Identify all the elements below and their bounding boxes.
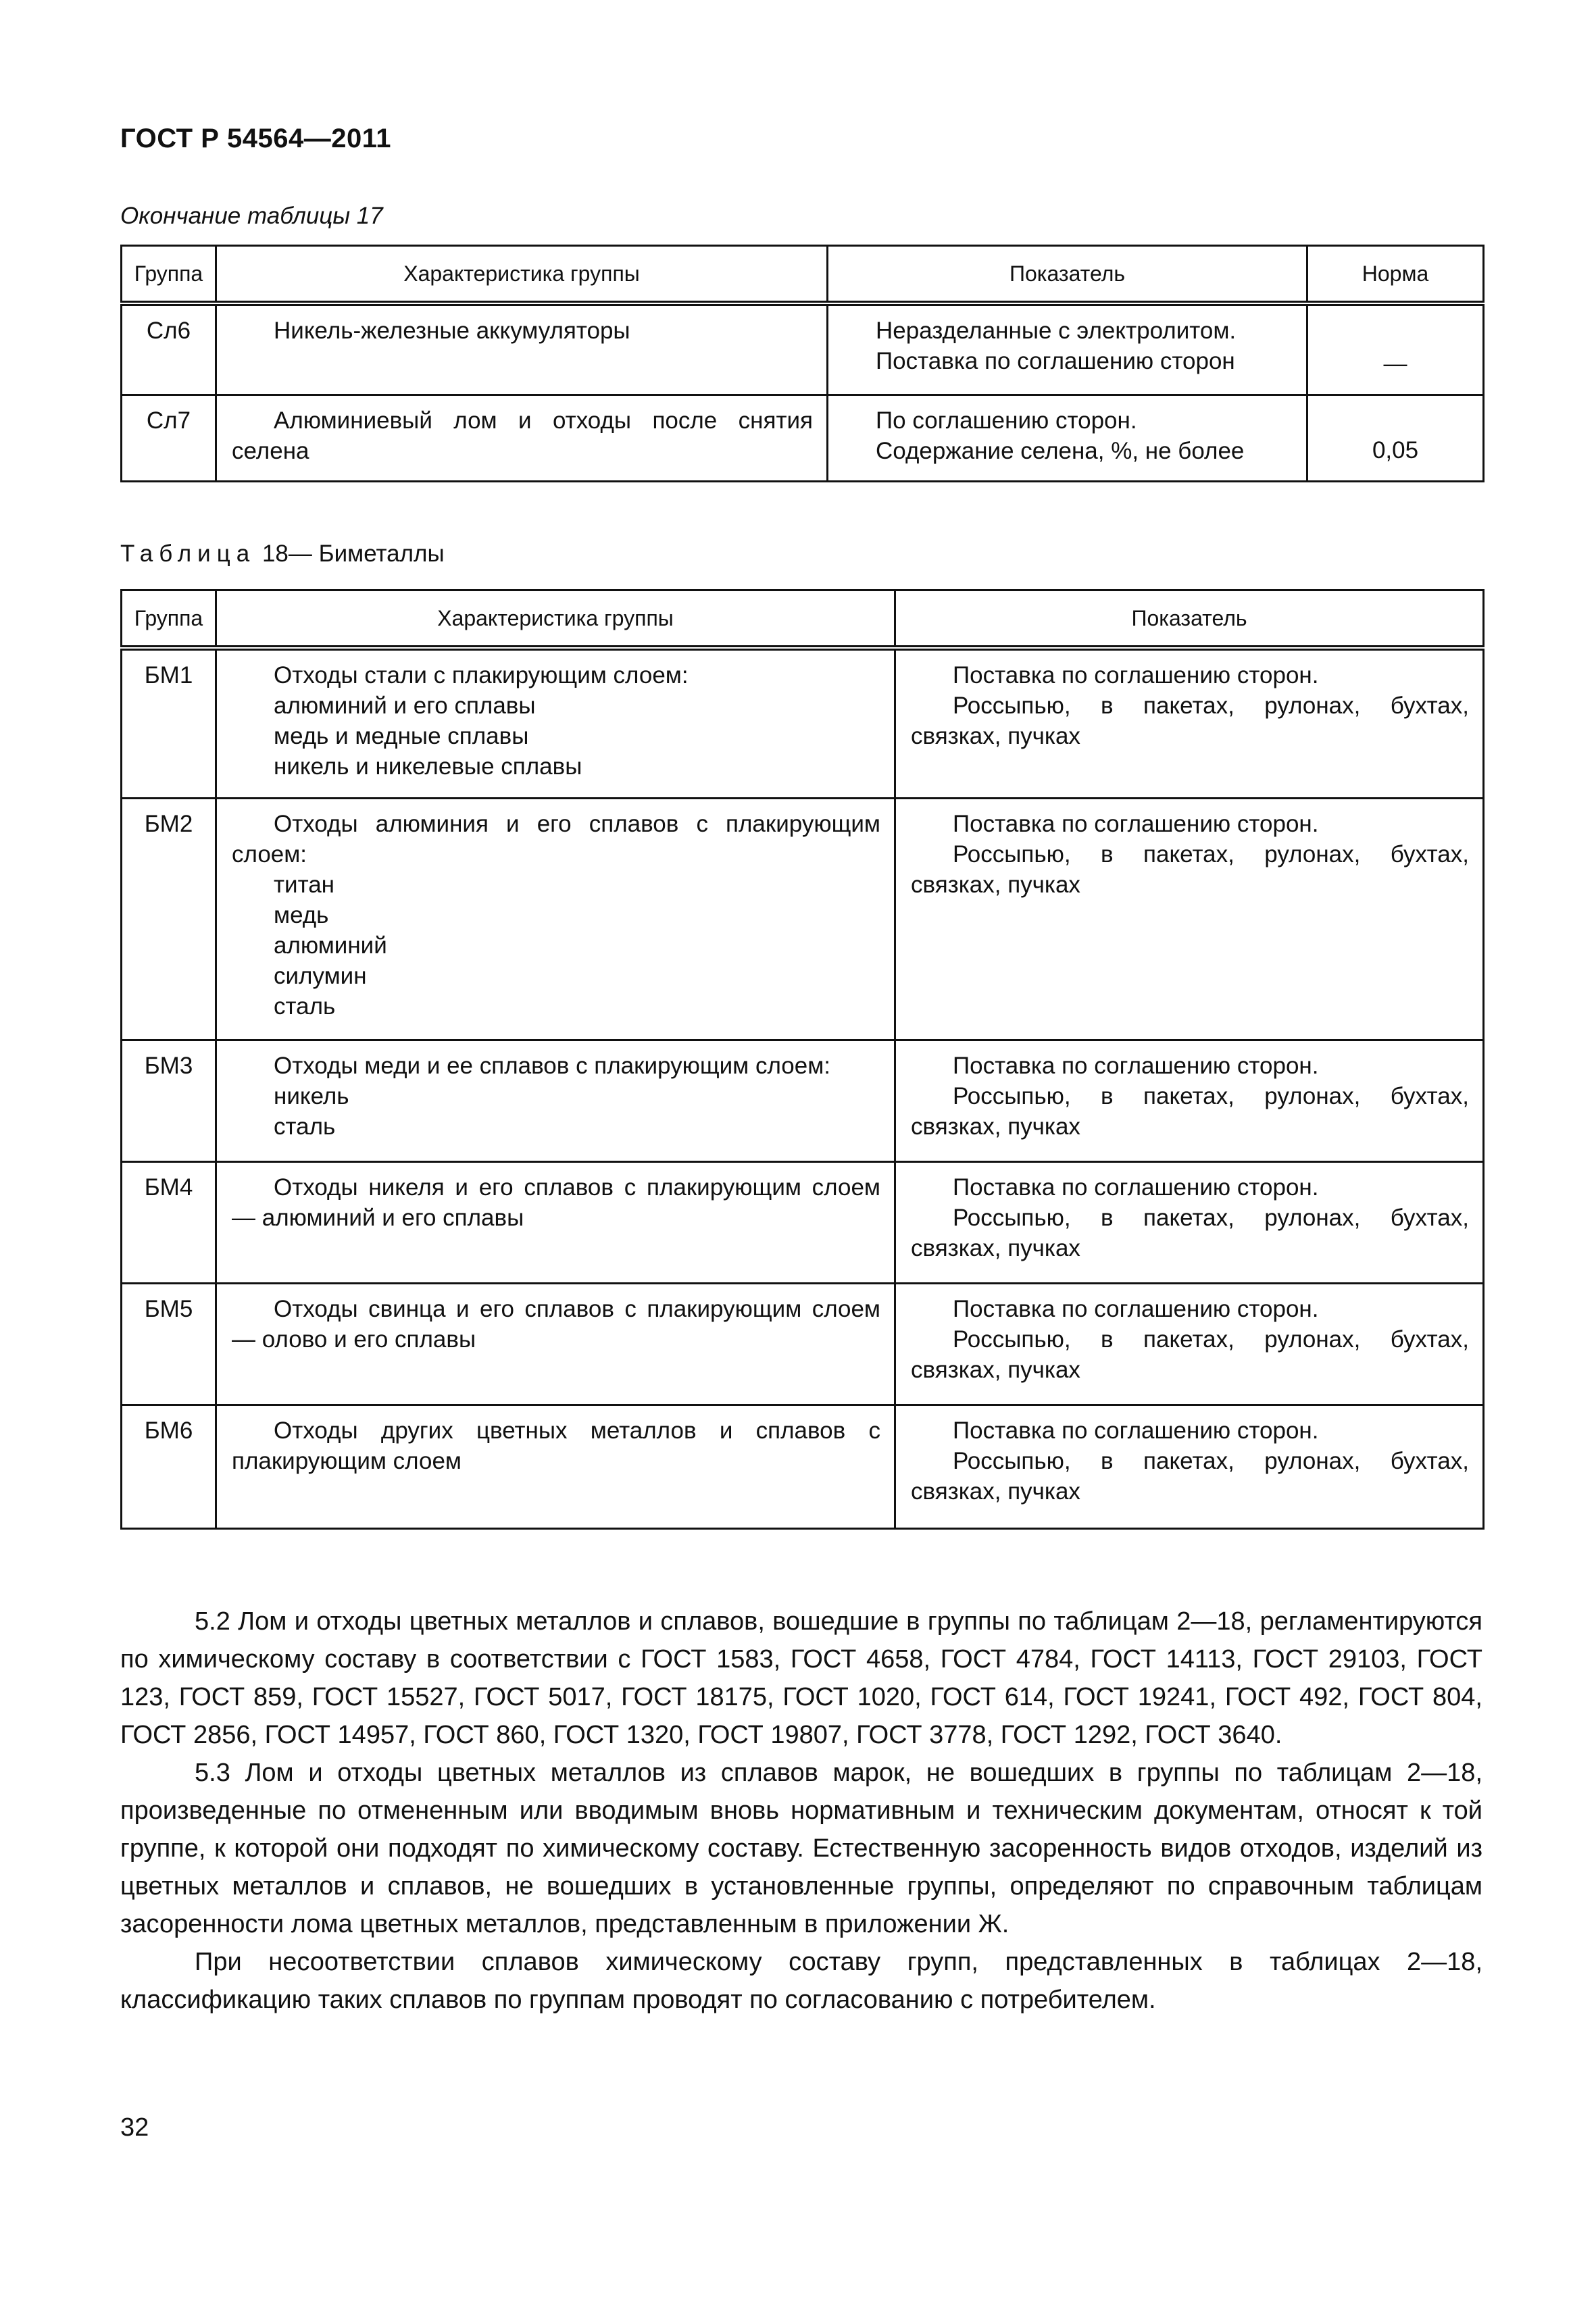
indicator-line: Поставка по соглашению сторон [876, 348, 1235, 374]
indicator-line: Россыпью, в пакетах, рулонах, бухтах, связках, пучках [911, 1326, 1469, 1383]
table-row [122, 1405, 1484, 1528]
group-code: БМ4 [122, 1161, 216, 1283]
group-description: Отходы свинца и его сплавов с плакирующим слоем — олово и его сплавы [216, 1283, 895, 1405]
table-row [122, 303, 1484, 395]
indicator [895, 1040, 1484, 1161]
group-description [216, 798, 895, 1040]
group-description: Никель-железные аккумуляторы [216, 303, 828, 395]
group-description [216, 648, 895, 798]
column-header-characteristic: Характеристика группы [216, 590, 895, 649]
table-row [122, 395, 1484, 481]
indicator [895, 1283, 1484, 1405]
description-item: сталь [274, 1113, 336, 1140]
table17-caption: Окончание таблицы 17 [120, 203, 383, 229]
description-item: медь [274, 901, 329, 928]
group-code: БМ5 [122, 1283, 216, 1405]
table-row [122, 1161, 1484, 1283]
group-description: Отходы никеля и его сплавов с плакирующим слоем — алюминий и его сплавы [216, 1161, 895, 1283]
group-code: БМ6 [122, 1405, 216, 1528]
group-description: Отходы других цветных металлов и сплавов с плакирующим слоем [216, 1405, 895, 1528]
description-line: Отходы меди и ее сплавов с плакирующим слоем: [274, 1052, 830, 1079]
indicator-line: Россыпью, в пакетах, рулонах, бухтах, связках, пучках [911, 1204, 1469, 1261]
column-header-norm: Норма [1307, 246, 1484, 304]
indicator [895, 798, 1484, 1040]
column-header-indicator: Показатель [895, 590, 1484, 649]
description-item: сталь [274, 992, 336, 1020]
paragraph-5-3: 5.3 Лом и отходы цветных металлов из сплавов марок, не вошедших в группы по таблицам 2—18, произведенные по отмененным или вводимым вновь нормативным и техническим документам, относят к той группе, к которой они подходят по химическому составу. Естественную засоренность видов отходов, изделий из цветных металлов и сплавов, не вошедших в установленные группы, определяют по справочным таблицам засоренности лома цветных металлов, представленным в приложении Ж. [120, 1759, 1482, 1938]
description-line: Отходы стали с плакирующим слоем: [274, 662, 689, 688]
column-header-indicator: Показатель [828, 246, 1307, 304]
indicator-line: Поставка по соглашению сторон. [953, 810, 1319, 837]
group-code: БМ1 [122, 648, 216, 798]
description-item: алюминий и его сплавы [274, 693, 536, 719]
description-item: медь и медные сплавы [274, 723, 529, 749]
page-number: 32 [120, 2113, 149, 2142]
group-code: БМ3 [122, 1040, 216, 1161]
description-item: силумин [274, 962, 367, 989]
indicator [828, 395, 1307, 481]
description-item: никель [274, 1082, 349, 1109]
indicator [828, 303, 1307, 395]
indicator-line: Россыпью, в пакетах, рулонах, бухтах, связках, пучках [911, 693, 1469, 749]
column-header-group: Группа [122, 590, 216, 649]
description-item: никель и никелевые сплавы [274, 753, 582, 780]
indicator [895, 1161, 1484, 1283]
column-header-characteristic: Характеристика группы [216, 246, 828, 304]
table18-caption-prefix: Таблица [120, 540, 256, 567]
indicator-line: Поставка по соглашению сторон. [953, 1295, 1319, 1322]
paragraph-5-3-continued: При несоответствии сплавов химическому составу групп, представленных в таблицах 2—18, классификацию таких сплавов по группам проводят по согласованию с потребителем. [120, 1948, 1482, 2014]
description-item: титан [274, 871, 335, 898]
paragraph-5-2: 5.2 Лом и отходы цветных металлов и сплавов, вошедшие в группы по таблицам 2—18, регламентируются по химическому составу в соответствии с ГОСТ 1583, ГОСТ 4658, ГОСТ 4784, ГОСТ 14113, ГОСТ 29103, ГОСТ 123, ГОСТ 859, ГОСТ 15527, ГОСТ 5017, ГОСТ 18175, ГОСТ 1020, ГОСТ 614, ГОСТ 19241, ГОСТ 492, ГОСТ 804, ГОСТ 2856, ГОСТ 14957, ГОСТ 860, ГОСТ 1320, ГОСТ 19807, ГОСТ 3778, ГОСТ 1292, ГОСТ 3640. [120, 1607, 1482, 1749]
group-description: Алюминиевый лом и отходы после снятия селена [216, 395, 828, 481]
description-line: Отходы алюминия и его сплавов с плакирующим слоем: [232, 810, 880, 867]
indicator-line: Неразделанные с электролитом. [876, 318, 1237, 344]
indicator [895, 1405, 1484, 1528]
norm-value: — [1307, 303, 1484, 395]
indicator-line: Поставка по соглашению сторон. [953, 1174, 1319, 1201]
norm-value: 0,05 [1307, 395, 1484, 481]
table-row [122, 798, 1484, 1040]
description-item: алюминий [274, 932, 387, 959]
table-row [122, 1040, 1484, 1161]
group-code: БМ2 [122, 798, 216, 1040]
table-18 [120, 589, 1485, 1530]
group-code: Сл6 [122, 303, 216, 395]
indicator-line: По соглашению сторон. [876, 407, 1137, 434]
document-header: ГОСТ Р 54564—2011 [120, 124, 391, 153]
table-row [122, 648, 1484, 798]
table18-caption [120, 540, 445, 568]
group-code: Сл7 [122, 395, 216, 481]
indicator-line: Россыпью, в пакетах, рулонах, бухтах, связках, пучках [911, 1447, 1469, 1505]
group-description [216, 1040, 895, 1161]
indicator-line: Поставка по соглашению сторон. [953, 662, 1319, 688]
table-17 [120, 245, 1485, 482]
table-row [122, 1283, 1484, 1405]
indicator-line: Россыпью, в пакетах, рулонах, бухтах, связках, пучках [911, 1082, 1469, 1140]
body-text [120, 1603, 1482, 2019]
indicator-line: Содержание селена, %, не более [876, 437, 1245, 464]
indicator-line: Россыпью, в пакетах, рулонах, бухтах, связках, пучках [911, 840, 1469, 898]
indicator-line: Поставка по соглашению сторон. [953, 1417, 1319, 1444]
indicator [895, 648, 1484, 798]
indicator-line: Поставка по соглашению сторон. [953, 1052, 1319, 1079]
column-header-group: Группа [122, 246, 216, 304]
table18-caption-text: 18— Биметаллы [255, 540, 445, 567]
